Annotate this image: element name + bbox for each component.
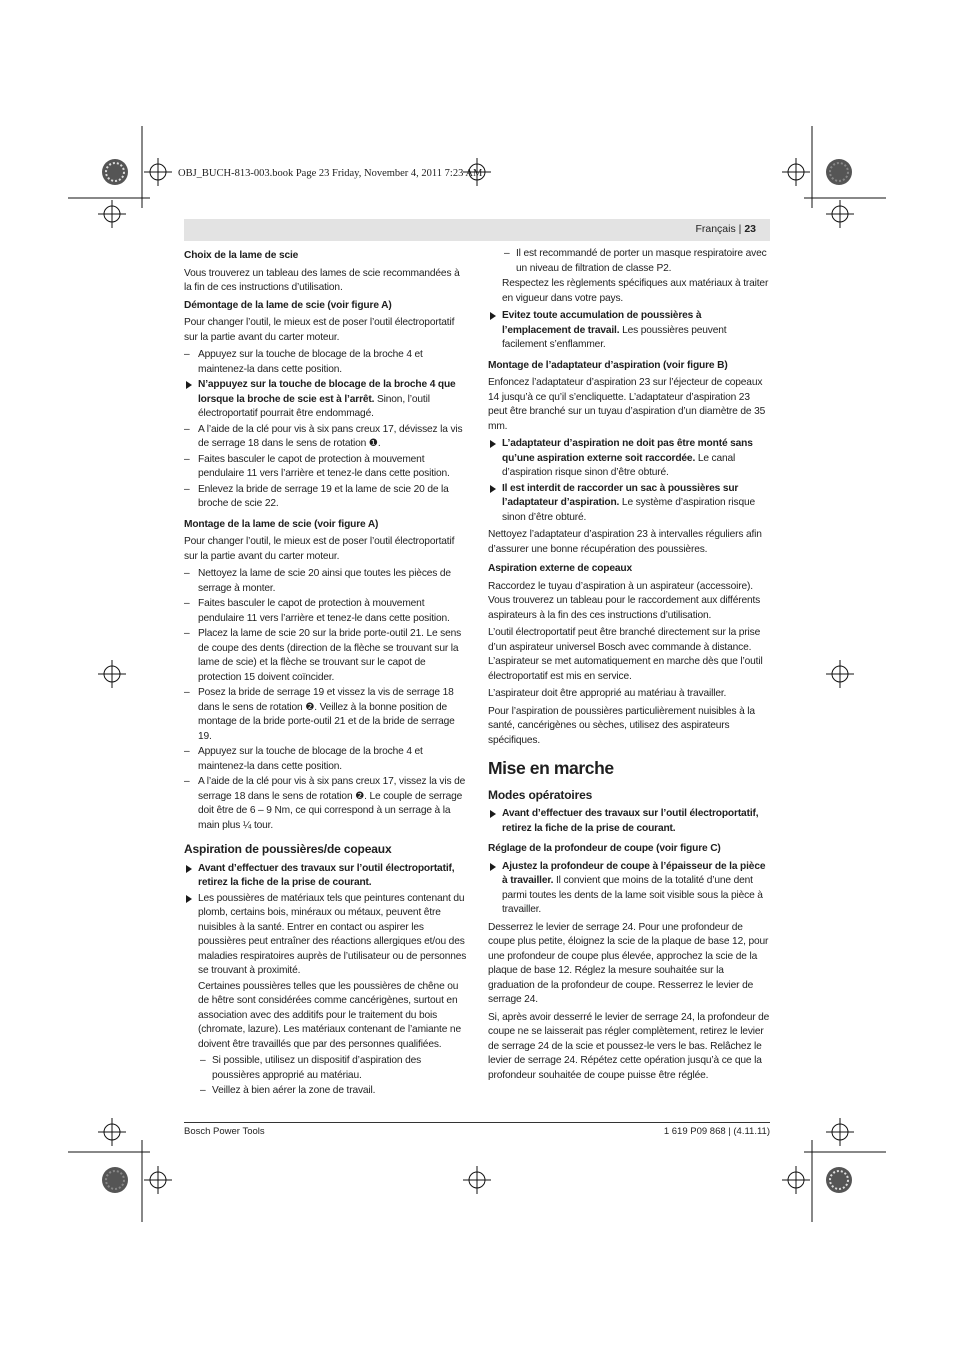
print-info-line: OBJ_BUCH-813-003.book Page 23 Friday, November 4, 2011 7:23 AM xyxy=(178,168,483,179)
list-item: – Faites basculer le capot de protection à mouvement pendulaire 11 vers l’arrière et tenez-le dans cette position. xyxy=(184,453,450,479)
list-item: – Enlevez la bride de serrage 19 et la lame de scie 20 de la broche de scie 22. xyxy=(184,483,449,509)
bullet-triangle-icon xyxy=(490,485,496,493)
right-column xyxy=(488,247,770,1086)
list-item: – A l’aide de la clé pour vis à six pans creux 17, vissez la vis de serrage 18 dans le sens de rotation ❷. Le couple de serrage doit être de 6 – 9 Nm, ce qui correspond à un serrage à la main plus ¼ tour. xyxy=(184,776,466,831)
list-item: – Faites basculer le capot de protection à mouvement pendulaire 11 vers l’arrière et tenez-le dans cette position. xyxy=(184,598,450,624)
sub-list-item: – Veillez à bien aérer la zone de travail. xyxy=(200,1085,376,1096)
paragraph: Desserrez le levier de serrage 24. Pour une profondeur de coupe plus petite, éloignez la scie de la plaque de base 12, pour une profondeur de coupe plus élevée, approchez la scie de la plaque de base 12. Réglez la mesure souhaitée sur la graduation de la profondeur de coupe. Resserrez le levier de serrage 24. xyxy=(488,921,769,1005)
bullet-triangle-icon xyxy=(186,381,192,389)
warning-item: L’adaptateur d’aspiration ne doit pas être monté sans qu’une aspiration externe soit raccordée. Le canal d’aspiration risque sinon d’être obturé. xyxy=(488,437,770,481)
paragraph: Nettoyez l’adaptateur d’aspiration 23 à intervalles réguliers afin d’assurer une bonne récupération des poussières. xyxy=(488,529,762,555)
list-item: – A l’aide de la clé pour vis à six pans creux 17, dévissez la vis de serrage 18 dans le sens de rotation ❶. xyxy=(184,423,463,449)
paragraph: Enfoncez l’adaptateur d’aspiration 23 sur l’éjecteur de copeaux 14 jusqu’à ce qu’il s’encliquette. L’adaptateur d’aspiration 23 peut être branché sur un tuyau d’aspiration d’un diamètre de 35 mm. xyxy=(488,377,766,432)
section-title-modes: Modes opératoires xyxy=(488,787,593,802)
warning-item: Les poussières de matériaux tels que peintures contenant du plomb, certains bois, minéraux ou métaux, peuvent être nuisibles à la santé. Entrer en contact ou aspirer les poussières peut entraîner des réactions allergiques et/ou des maladies respiratoires auprès de l’utilisateur ou de personnes se trouvant à proximité. xyxy=(184,892,467,979)
page-number: 23 xyxy=(744,223,756,235)
warning-item: N’appuyez sur la touche de blocage de la broche 4 que lorsque la broche de scie est à l’arrêt. Sinon, l’outil électroportatif pourrait être endommagé. xyxy=(184,378,467,422)
footer-brand: Bosch Power Tools xyxy=(184,1126,265,1137)
sub-list-item: – Il est recommandé de porter un masque respiratoire avec un niveau de filtration de classe P2. xyxy=(504,248,767,274)
paragraph: Pour changer l’outil, le mieux est de poser l’outil électroportatif sur la partie avant du carter moteur. xyxy=(184,317,455,343)
section-title-adaptateur: Montage de l’adaptateur d’aspiration (voir figure B) xyxy=(488,359,728,371)
paragraph: Pour changer l’outil, le mieux est de poser l’outil électroportatif sur la partie avant du carter moteur. xyxy=(184,536,455,562)
section-title-reglage: Réglage de la profondeur de coupe (voir figure C) xyxy=(488,843,721,854)
warning-item: Ajustez la profondeur de coupe à l’épaisseur de la pièce à travailler. Il convient que moins de la totalité d’une dent parmi toutes les dents de la lame soit visible sous la pièce à travailler. xyxy=(488,860,770,918)
bullet-triangle-icon xyxy=(490,440,496,448)
paragraph: Si, après avoir desserré le levier de serrage 24, la profondeur de coupe ne se laisserait pas régler complètement, retirez le levier de serrage 24 de la scie et poussez-le vers le bas. Relâchez le levier de serrage 24. Répétez cette opération jusqu’à ce que la profondeur souhaitée de coupe puisse être réglée. xyxy=(488,1011,770,1081)
header-language: Français xyxy=(695,223,736,235)
page-header xyxy=(695,223,756,235)
left-column xyxy=(184,247,467,1100)
paragraph: Respectez les règlements spécifiques aux matériaux à traiter en vigueur dans votre pays. xyxy=(502,278,769,304)
list-item: – Appuyez sur la touche de blocage de la broche 4 et maintenez-la dans cette position. xyxy=(184,746,423,772)
header-separator: | xyxy=(738,223,742,235)
chapter-title-mise-en-marche: Mise en marche xyxy=(488,758,614,778)
paragraph: Vous trouverez un tableau des lames de scie recommandées à la fin de ces instructions d’utilisation. xyxy=(184,267,460,293)
list-item: – Placez la lame de scie 20 sur la bride porte-outil 21. Le sens de coupe des dents (direction de la flèche se trouvant sur la lame de scie) et la flèche se trouvant sur le capot de protection 15 doivent coïncider. xyxy=(184,628,462,683)
paragraph: Raccordez le tuyau d’aspiration à un aspirateur (accessoire). Vous trouverez un tableau pour le raccordement aux différents aspirateurs à la fin des ces instructions d’utilisation. xyxy=(488,580,761,621)
paragraph: Pour l’aspiration de poussières particulièrement nuisibles à la santé, cancérigènes ou sèches, utilisez des aspirateurs spécifiques. xyxy=(488,705,755,746)
paragraph: Certaines poussières telles que les poussières de chêne ou de hêtre sont considérées comme cancérigènes, surtout en association avec des additifs pour le traitement du bois (chromate, lazure). Les matériaux contenant de l’amiante ne doivent être travaillés que par des personnes qualifiées. xyxy=(198,980,461,1050)
bullet-triangle-icon xyxy=(186,865,192,873)
warning-item: Avant d’effectuer des travaux sur l’outil électroportatif, retirez la fiche de la prise de courant. xyxy=(488,807,770,836)
section-title-demontage: Démontage de la lame de scie (voir figure A) xyxy=(184,299,392,311)
section-title-aspiration: Aspiration de poussières/de copeaux xyxy=(184,842,392,856)
footer-rule xyxy=(184,1122,770,1123)
page-header-bar xyxy=(184,219,770,241)
bullet-triangle-icon xyxy=(186,895,192,903)
bullet-triangle-icon xyxy=(490,810,496,818)
list-item: – Appuyez sur la touche de blocage de la broche 4 et maintenez-la dans cette position. xyxy=(184,349,423,375)
list-item: – Posez la bride de serrage 19 et vissez la vis de serrage 18 dans le sens de rotation ❷. Veillez à la bonne position de montage de la bride porte-outil 21 et de la bride de serrage 19. xyxy=(184,687,455,742)
bullet-triangle-icon xyxy=(490,863,496,871)
warning-item: Evitez toute accumulation de poussières à l’emplacement de travail. Les poussières peuvent facilement s’enflammer. xyxy=(488,309,770,353)
list-item: – Nettoyez la lame de scie 20 ainsi que toutes les pièces de serrage à monter. xyxy=(184,568,451,594)
section-title-choix: Choix de la lame de scie xyxy=(184,250,299,261)
warning-item: Avant d’effectuer des travaux sur l’outil électroportatif, retirez la fiche de la prise de courant. xyxy=(184,862,467,891)
sub-list-item: – Si possible, utilisez un dispositif d’aspiration des poussières approprié au matériau. xyxy=(200,1055,422,1081)
warning-item: Il est interdit de raccorder un sac à poussières sur l’adaptateur d’aspiration. Le système d’aspiration risque sinon d’être obturé. xyxy=(488,482,770,526)
paragraph: L’aspirateur doit être approprié au matériau à travailler. xyxy=(488,688,727,699)
footer-doc-ref: 1 619 P09 868 | (4.11.11) xyxy=(663,1126,770,1137)
section-title-montage: Montage de la lame de scie (voir figure A) xyxy=(184,518,379,530)
section-title-externe: Aspiration externe de copeaux xyxy=(488,563,632,574)
paragraph: L’outil électroportatif peut être branché directement sur la prise d’un aspirateur universel Bosch avec commande à distance. L’aspirateur se met automatiquement en marche dès que l’outil électroportatif est mis en service. xyxy=(488,627,763,682)
bullet-triangle-icon xyxy=(490,312,496,320)
